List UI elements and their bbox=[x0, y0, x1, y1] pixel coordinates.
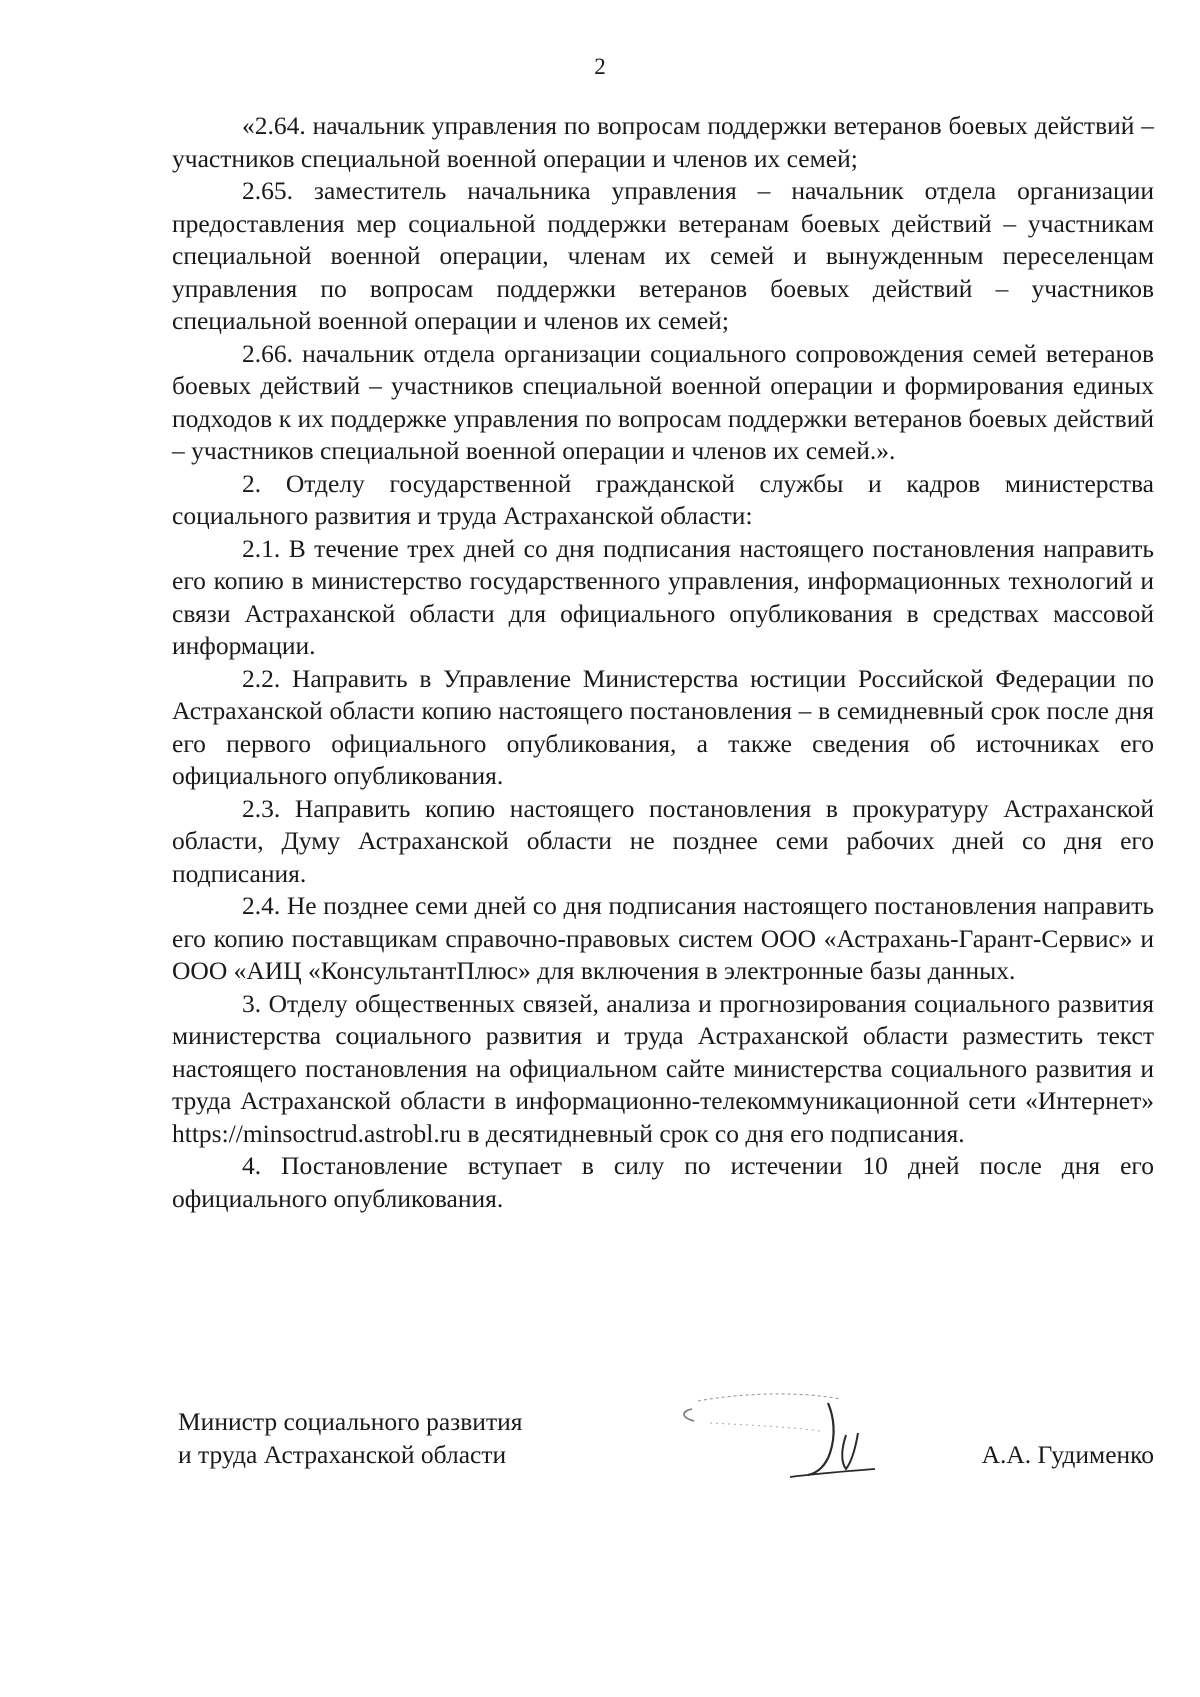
handwritten-signature bbox=[670, 1387, 900, 1487]
paragraph-2-2: 2.2. Направить в Управление Министерства юстиции Российской Федерации по Астраханской области копию настоящего постановления – в семидневный срок после дня его первого официального опубликования, а также сведения об источниках его официального опубликования. bbox=[172, 663, 1154, 790]
signatory-title-line-2: и труда Астраханской области bbox=[178, 1440, 507, 1469]
paragraph-2-1: 2.1. В течение трех дней со дня подписания настоящего постановления направить его копию в министерство государственного управления, информационных технологий и связи Астраханской области для официального опубликования в средствах массовой информации. bbox=[172, 533, 1154, 660]
signatory-title bbox=[178, 1405, 522, 1471]
paragraph-4: 4. Постановление вступает в силу по истечении 10 дней после дня его официального опубликования. bbox=[172, 1151, 1154, 1213]
paragraph-2-65: 2.65. заместитель начальника управления – начальник отдела организации предоставления мер социальной поддержки ветеранам боевых действий – участникам специальной военной операции, членам их семей и вынужденным переселенцам управления по вопросам поддержки ветеранов боевых действий – участников специальной военной операции и членов их семей; bbox=[172, 176, 1154, 335]
signatory-name: А.А. Гудименко bbox=[981, 1440, 1154, 1469]
paragraph-2-64: «2.64. начальник управления по вопросам поддержки ветеранов боевых действий – участников специальной военной операции и членов их семей; bbox=[172, 111, 1154, 173]
paragraph-2: 2. Отделу государственной гражданской службы и кадров министерства социального развития и труда Астраханской области: bbox=[172, 468, 1154, 530]
signature-block bbox=[178, 1405, 1154, 1495]
paragraph-3: 3. Отделу общественных связей, анализа и прогнозирования социального развития министерства социального развития и труда Астраханской области разместить текст настоящего постановления на официальном сайте министерства социального развития и труда Астраханской области в информационно-телекоммуникационной сети «Интернет» https://minsoctrud.astrobl.ru в десятидневный срок со дня его подписания. bbox=[172, 988, 1154, 1148]
page-number: 2 bbox=[594, 54, 606, 79]
paragraph-2-4: 2.4. Не позднее семи дней со дня подписания настоящего постановления направить его копию поставщикам справочно-правовых систем ООО «Астрахань-Гарант-Сервис» и ООО «АИЦ «КонсультантПлюс» для включения в электронные базы данных. bbox=[172, 891, 1154, 985]
document-body bbox=[172, 110, 1154, 1215]
signatory-title-line-1: Министр социального развития bbox=[178, 1407, 523, 1436]
paragraph-2-66: 2.66. начальник отдела организации социального сопровождения семей ветеранов боевых действий – участников специальной военной операции и формирования единых подходов к их поддержке управления по вопросам поддержки ветеранов боевых действий – участников специальной военной операции и членов их семей.». bbox=[172, 338, 1154, 465]
paragraph-2-3: 2.3. Направить копию настоящего постановления в прокуратуру Астраханской области, Думу Астраханской области не позднее семи рабочих дней со дня его подписания. bbox=[172, 793, 1154, 888]
